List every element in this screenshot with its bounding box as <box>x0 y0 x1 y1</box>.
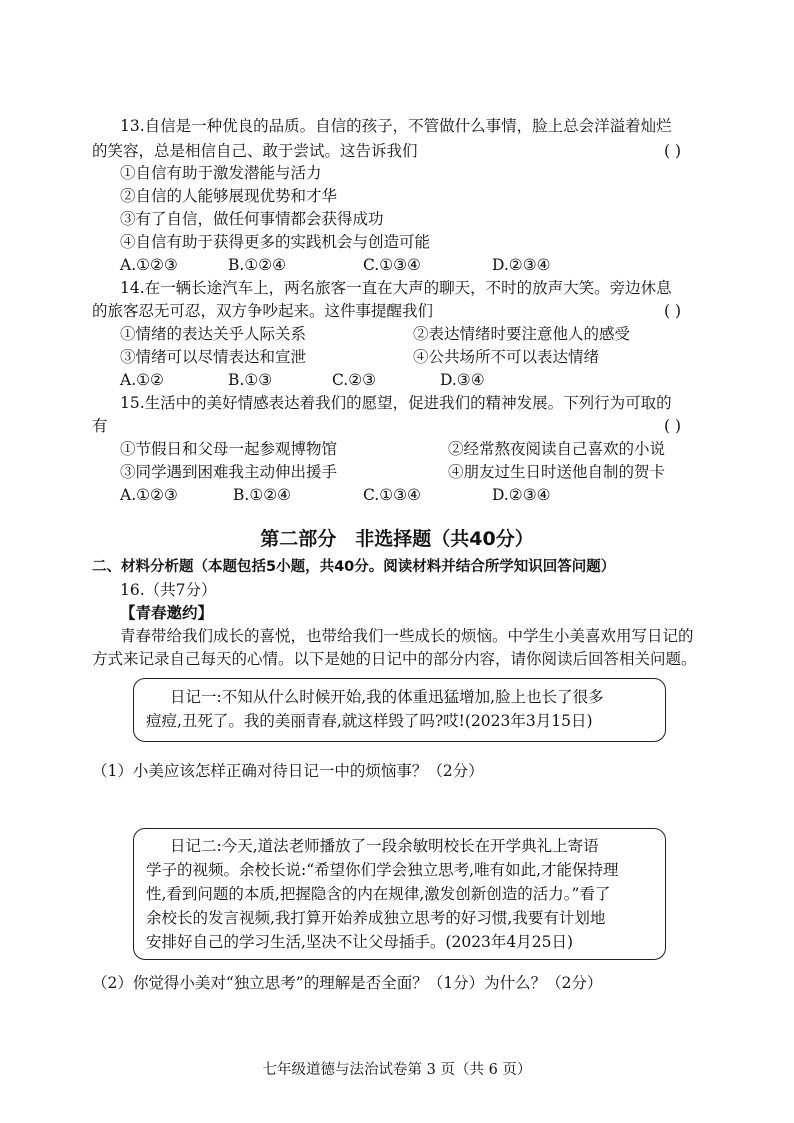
intro-line1: 青春带给我们成长的喜悦，也带给我们一些成长的烦恼。中学生小美喜欢用写日记的 <box>120 627 694 645</box>
intro-line2: 方式来记录自己每天的心情。以下是她的日记中的部分内容，请你阅读后回答相关问题。 <box>92 650 697 668</box>
diary-box-2 <box>133 828 666 960</box>
q14-stem-line1: 14.在一辆长途汽车上，两名旅客一直在大声的聊天，不时的放声大笑。旁边休息 <box>120 279 672 297</box>
q13-item-1: ①自信有助于激发潜能与活力 <box>120 164 322 182</box>
diary-box-1 <box>133 678 666 742</box>
diary1-line1: 日记一:不知从什么时候开始,我的体重迅猛增加,脸上也长了很多 <box>170 688 604 706</box>
q15-option-b: B.①②④ <box>233 486 292 504</box>
q14-option-a: A.①② <box>120 371 164 389</box>
sub-question-1: （1）小美应该怎样正确对待日记一中的烦恼事？（2分） <box>92 762 484 780</box>
theme-heading: 【青春邀约】 <box>120 604 214 622</box>
q13-option-c: C.①③④ <box>363 256 421 274</box>
q13-option-d: D.②③④ <box>492 256 551 274</box>
q15-option-a: A.①②③ <box>120 486 178 504</box>
part2-title: 第二部分 非选择题（共40分） <box>260 528 534 550</box>
q14-option-b: B.①③ <box>228 371 273 389</box>
diary2-line4: 余校长的发言视频,我打算开始养成独立思考的好习惯,我要有计划地 <box>146 909 606 927</box>
diary2-line2: 学子的视频。余校长说:“希望你们学会独立思考,唯有如此,才能保持理 <box>146 861 619 879</box>
q15-stem-line2: 有 <box>92 417 108 435</box>
q16-label: 16.（共7分） <box>120 581 217 599</box>
q15-item-4: ④朋友过生日时送他自制的贺卡 <box>448 463 666 481</box>
q15-stem-line1: 15.生活中的美好情感表达着我们的愿望，促进我们的精神发展。下列行为可取的 <box>120 394 672 412</box>
diary2-line5: 安排好自己的学习生活,坚决不让父母插手。(2023年4月25日) <box>146 933 574 951</box>
q14-item-2: ②表达情绪时要注意他人的感受 <box>413 325 631 343</box>
q13-option-a: A.①②③ <box>120 256 178 274</box>
q15-item-2: ②经常熬夜阅读自己喜欢的小说 <box>448 440 666 458</box>
diary1-line2: 痘痘,丑死了。我的美丽青春,就这样毁了吗?哎!(2023年3月15日) <box>146 712 593 730</box>
section-heading: 二、材料分析题（本题包括5小题，共40分。阅读材料并结合所学知识回答问题） <box>92 559 616 575</box>
q14-item-1: ①情绪的表达关乎人际关系 <box>120 325 307 343</box>
q15-option-c: C.①③④ <box>363 486 421 504</box>
q13-item-3: ③有了自信，做任何事情都会获得成功 <box>120 210 384 228</box>
q15-item-3: ③同学遇到困难我主动伸出援手 <box>120 463 338 481</box>
q13-item-2: ②自信的人能够展现优势和才华 <box>120 187 338 205</box>
diary2-line1: 日记二:今天,道法老师播放了一段余敏明校长在开学典礼上寄语 <box>170 837 599 855</box>
q14-item-3: ③情绪可以尽情表达和宣泄 <box>120 348 307 366</box>
q14-answer-paren: ( ) <box>664 302 682 320</box>
q15-item-1: ①节假日和父母一起参观博物馆 <box>120 440 338 458</box>
q13-item-4: ④自信有助于获得更多的实践机会与创造可能 <box>120 233 431 251</box>
sub-question-2: （2）你觉得小美对“独立思考”的理解是否全面？（1分）为什么？（2分） <box>92 974 603 992</box>
q13-option-b: B.①②④ <box>228 256 287 274</box>
q14-option-d: D.③④ <box>440 371 485 389</box>
q13-stem-line2: 的笑容，总是相信自己、敢于尝试。这告诉我们 <box>92 142 418 160</box>
q15-answer-paren: ( ) <box>664 417 682 435</box>
q15-option-d: D.②③④ <box>492 486 551 504</box>
q14-option-c: C.②③ <box>332 371 377 389</box>
q13-stem-line1: 13.自信是一种优良的品质。自信的孩子，不管做什么事情，脸上总会洋溢着灿烂 <box>120 117 672 135</box>
page-footer: 七年级道德与法治试卷第 3 页（共 6 页） <box>262 1062 532 1078</box>
diary2-line3: 性,看到问题的本质,把握隐含的内在规律,激发创新创造的活力。”看了 <box>146 885 611 903</box>
q13-answer-paren: ( ) <box>664 142 682 160</box>
q14-item-4: ④公共场所不可以表达情绪 <box>413 348 600 366</box>
q14-stem-line2: 的旅客忍无可忍，双方争吵起来。这件事提醒我们 <box>92 302 434 320</box>
